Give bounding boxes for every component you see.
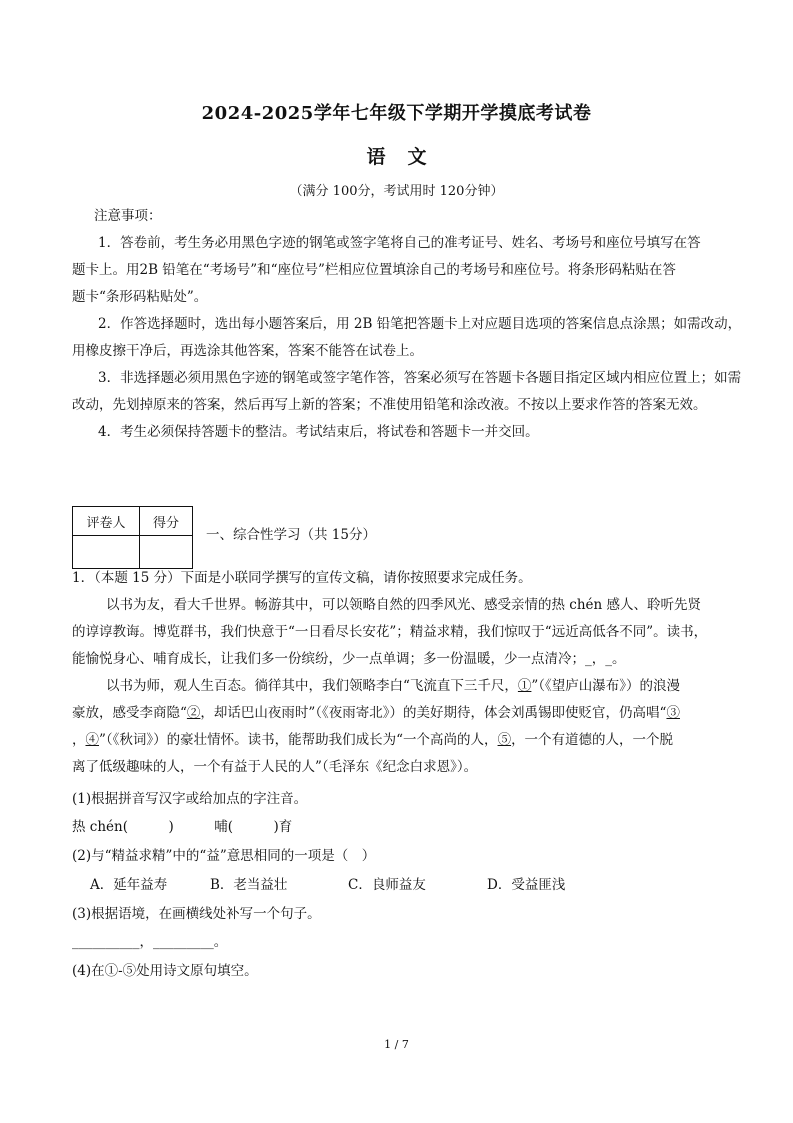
option-c[interactable]: C．良师益友 bbox=[348, 877, 426, 893]
passage2-line1-end: ”（《望庐山瀑布》）的浪漫 bbox=[531, 678, 681, 694]
passage2-line3-c: ，一个有道德的人，一个脱 bbox=[511, 732, 674, 748]
subquestion-3-blank[interactable]: __________，_________。 bbox=[72, 934, 228, 950]
grader-header: 评卷人 bbox=[73, 507, 140, 536]
exam-title: 2024-2025学年七年级下学期开学摸底考试卷 bbox=[201, 103, 592, 124]
blank-1[interactable]: ① bbox=[517, 678, 532, 694]
passage1-line2: 的谆谆教诲。博览群书，我们快意于“一日看尽长安花”；精益求精，我们惊叹于“远近高低各不同”。读书， bbox=[72, 624, 708, 640]
passage2-line2-b: ，却话巴山夜雨时”（《夜雨寄北》）的美好期待，体会刘禹锡即使贬官，仍高唱“ bbox=[200, 705, 667, 721]
score-table bbox=[72, 506, 193, 569]
passage2-line1 bbox=[106, 673, 680, 700]
notice-item1-line2: 题卡上。用2B 铅笔在“考场号”和“座位号”栏相应位置填涂自己的考场号和座位号。将条形码粘贴在答 bbox=[72, 262, 676, 278]
passage2-line3 bbox=[72, 727, 673, 754]
passage1-line1: 以书为友，看大千世界。畅游其中，可以领略自然的四季风光、感受亲情的热 chén 感人、聆听先贤 bbox=[106, 597, 702, 613]
option-b[interactable]: B．老当益壮 bbox=[210, 877, 288, 893]
passage2-line3-b: ”（《秋词》）的豪壮情怀。读书，能帮助我们成长为“一个高尚的人， bbox=[99, 732, 498, 748]
blank-3[interactable]: ③ bbox=[666, 705, 680, 721]
notice-heading: 注意事项： bbox=[94, 208, 162, 224]
score-cell[interactable] bbox=[140, 536, 193, 569]
notice-item1-line3: 题卡“条形码粘贴处”。 bbox=[72, 289, 208, 305]
passage2-line3-a: ， bbox=[72, 732, 86, 748]
grader-cell[interactable] bbox=[73, 536, 140, 569]
notice-item3-line1: 3．非选择题必须用黑色字迹的钢笔或签字笔作答，答案必须写在答题卡各题目指定区域内相应位置上；如需 bbox=[98, 370, 742, 386]
notice-item4-line1: 4．考生必须保持答题卡的整洁。考试结束后，将试卷和答题卡一并交回。 bbox=[98, 424, 539, 440]
passage2-line4: 离了低级趣味的人，一个有益于人民的人”（毛泽东《纪念白求恩》）。 bbox=[72, 759, 478, 775]
page-number: 1 / 7 bbox=[384, 1038, 409, 1051]
blank-2[interactable]: ② bbox=[186, 705, 201, 721]
question1-stem: 1．（本题 15 分）下面是小联同学撰写的宣传文稿，请你按照要求完成任务。 bbox=[72, 570, 532, 586]
passage1-line3: 能愉悦身心、哺育成长，让我们多一份缤纷，少一点单调；多一份温暖，少一点清冷；_，_。 bbox=[72, 651, 626, 667]
subquestion-1-answer[interactable]: 热 chén( ) 哺( )育 bbox=[72, 819, 293, 835]
subquestion-1: (1)根据拼音写汉字或给加点的字注音。 bbox=[72, 791, 308, 807]
section-title: 一、综合性学习（共 15分） bbox=[206, 527, 376, 543]
exam-info: （满分 100分，考试用时 120分钟） bbox=[289, 184, 504, 199]
subquestion-2: (2)与“精益求精”中的“益”意思相同的一项是（ ） bbox=[72, 848, 376, 864]
subject-title: 语文 bbox=[366, 146, 449, 168]
option-a[interactable]: A．延年益寿 bbox=[90, 877, 168, 893]
passage2-line1-text: 以书为师，观人生百态。徜徉其中，我们领略李白“飞流直下三千尺， bbox=[106, 678, 518, 694]
blank-4[interactable]: ④ bbox=[85, 732, 99, 748]
notice-item1-line1: 1．答卷前，考生务必用黑色字迹的钢笔或签字笔将自己的准考证号、姓名、考场号和座位号填写在答 bbox=[98, 235, 701, 251]
notice-item3-line2: 改动，先划掉原来的答案，然后再写上新的答案；不准使用铅笔和涂改液。不按以上要求作答的答案无效。 bbox=[72, 397, 707, 413]
notice-item2-line1: 2．作答选择题时，选出每小题答案后，用 2B 铅笔把答题卡上对应题目选项的答案信息点涂黑；如需改动， bbox=[98, 316, 742, 332]
passage2-line2-a: 豪放，感受李商隐“ bbox=[72, 705, 187, 721]
notice-item2-line2: 用橡皮擦干净后，再选涂其他答案，答案不能答在试卷上。 bbox=[72, 343, 423, 359]
option-d[interactable]: D．受益匪浅 bbox=[487, 877, 566, 893]
subquestion-3: (3)根据语境，在画横线处补写一个句子。 bbox=[72, 906, 321, 922]
score-header: 得分 bbox=[140, 507, 193, 536]
subquestion-4: (4)在①-⑤处用诗文原句填空。 bbox=[72, 963, 258, 979]
blank-5[interactable]: ⑤ bbox=[497, 732, 512, 748]
passage2-line2 bbox=[72, 700, 680, 727]
